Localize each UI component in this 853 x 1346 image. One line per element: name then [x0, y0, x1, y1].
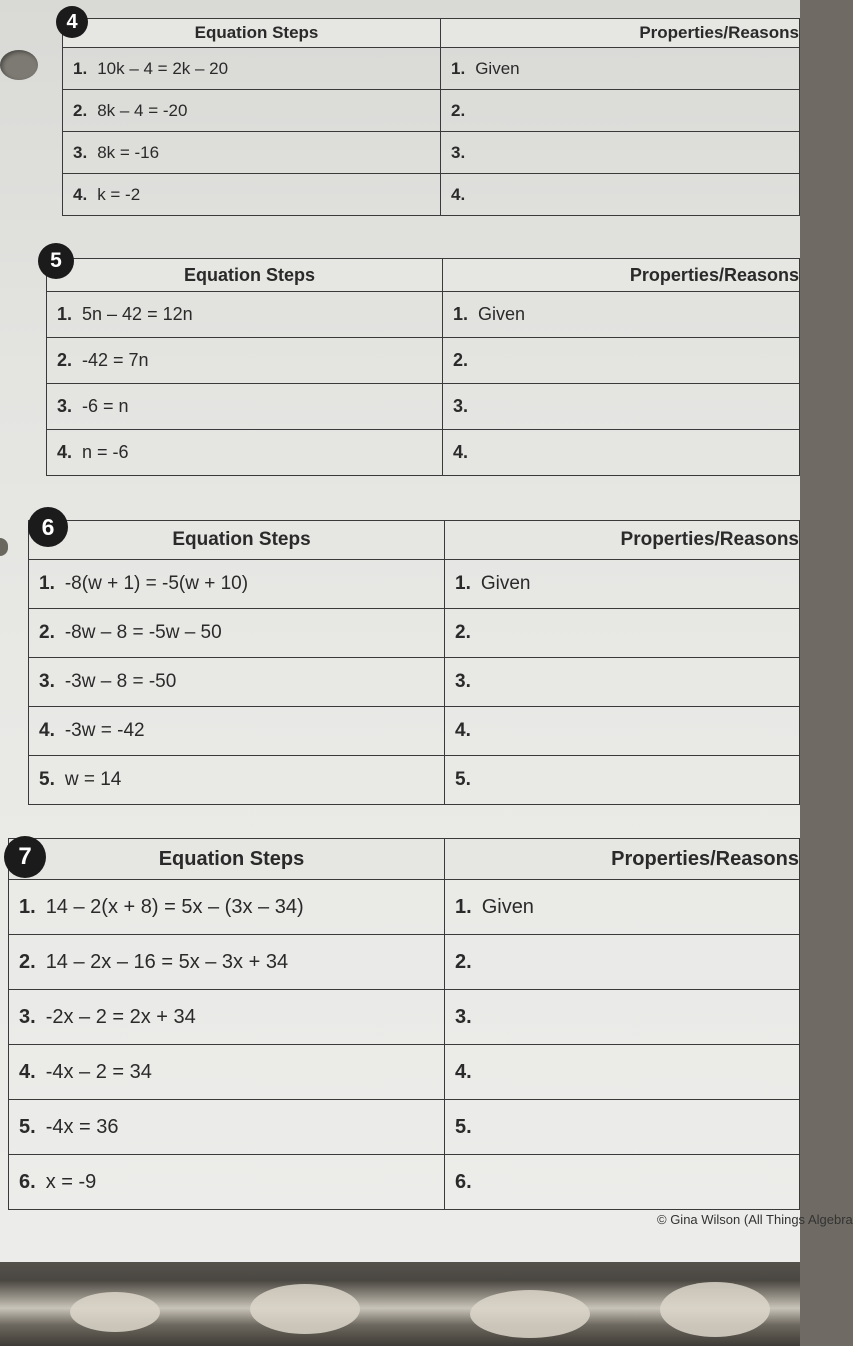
equation-text: 8k – 4 = -20 [97, 100, 188, 120]
equation-step-cell [9, 1155, 445, 1210]
reason-cell[interactable] [445, 658, 800, 707]
equation-text: 5n – 42 = 12n [82, 304, 193, 324]
equation-step-cell [29, 707, 445, 756]
reason-number: 4. [453, 442, 469, 462]
reason-number: 1. [451, 58, 466, 78]
step-number: 2. [73, 100, 88, 120]
table-row [47, 430, 800, 476]
problem-number-badge: 6 [28, 507, 68, 547]
fabric-background [0, 1262, 800, 1346]
equation-step-cell [9, 935, 445, 990]
properties-reasons-header: Properties/Reasons [443, 259, 800, 292]
equation-steps-header: Equation Steps [29, 521, 445, 560]
reason-text: Given [480, 573, 531, 594]
equation-text: n = -6 [82, 442, 129, 462]
table-row [9, 935, 800, 990]
properties-reasons-header: Properties/Reasons [441, 19, 800, 48]
problem-4-table [62, 18, 800, 216]
binder-hole [0, 50, 38, 80]
reason-number: 3. [455, 671, 471, 692]
problem-5-table [46, 258, 800, 476]
step-number: 5. [39, 769, 55, 790]
equation-step-cell [63, 90, 441, 132]
step-number: 4. [57, 442, 73, 462]
reason-cell[interactable] [443, 292, 800, 338]
equation-step-cell [9, 990, 445, 1045]
reason-cell[interactable] [441, 174, 800, 216]
table-row [29, 560, 800, 609]
table-header-row [47, 259, 800, 292]
problem-6-table-container [28, 520, 800, 805]
reason-cell[interactable] [445, 707, 800, 756]
step-number: 1. [39, 573, 55, 594]
equation-text: -8(w + 1) = -5(w + 10) [64, 573, 249, 594]
step-number: 1. [73, 58, 88, 78]
problem-6-table [28, 520, 800, 805]
reason-cell[interactable] [443, 430, 800, 476]
table-row [29, 707, 800, 756]
fabric-pattern-spot [660, 1282, 770, 1337]
equation-step-cell [47, 384, 443, 430]
step-number: 6. [19, 1170, 36, 1193]
problem-5-table-container [46, 258, 800, 476]
equation-text: -4x = 36 [45, 1115, 119, 1138]
reason-number: 2. [455, 950, 472, 973]
equation-text: -3w – 8 = -50 [64, 671, 177, 692]
step-number: 3. [73, 142, 88, 162]
equation-step-cell [47, 338, 443, 384]
step-number: 2. [19, 950, 36, 973]
step-number: 4. [39, 720, 55, 741]
table-row [47, 384, 800, 430]
fabric-pattern-spot [470, 1290, 590, 1338]
table-row [9, 990, 800, 1045]
equation-text: -42 = 7n [82, 350, 149, 370]
step-number: 4. [73, 184, 88, 204]
reason-cell[interactable] [441, 90, 800, 132]
reason-cell[interactable] [445, 880, 800, 935]
table-header-row [63, 19, 800, 48]
table-row [63, 132, 800, 174]
table-row [9, 880, 800, 935]
step-number: 3. [19, 1005, 36, 1028]
table-row [47, 338, 800, 384]
table-row [9, 1155, 800, 1210]
step-number: 2. [57, 350, 73, 370]
reason-number: 4. [455, 1060, 472, 1083]
reason-number: 2. [453, 350, 469, 370]
equation-text: 8k = -16 [97, 142, 160, 162]
table-row [63, 174, 800, 216]
problem-7-table-container [8, 838, 800, 1210]
equation-step-cell [9, 1045, 445, 1100]
reason-cell[interactable] [445, 609, 800, 658]
table-row [29, 658, 800, 707]
step-number: 4. [19, 1060, 36, 1083]
properties-reasons-header: Properties/Reasons [445, 839, 800, 880]
step-number: 5. [19, 1115, 36, 1138]
reason-number: 3. [455, 1005, 472, 1028]
reason-number: 4. [451, 184, 466, 204]
reason-number: 6. [455, 1170, 472, 1193]
reason-number: 1. [453, 304, 469, 324]
equation-text: -2x – 2 = 2x + 34 [45, 1005, 196, 1028]
reason-number: 2. [455, 622, 471, 643]
table-row [9, 1100, 800, 1155]
reason-cell[interactable] [445, 935, 800, 990]
table-header-row [29, 521, 800, 560]
step-number: 2. [39, 622, 55, 643]
equation-text: -6 = n [82, 396, 129, 416]
equation-text: 14 – 2(x + 8) = 5x – (3x – 34) [45, 895, 304, 918]
properties-reasons-header: Properties/Reasons [445, 521, 800, 560]
reason-text: Given [478, 304, 526, 324]
reason-text: Given [481, 895, 534, 918]
equation-step-cell [29, 658, 445, 707]
reason-cell[interactable] [441, 48, 800, 90]
equation-text: 10k – 4 = 2k – 20 [97, 58, 229, 78]
step-number: 3. [57, 396, 73, 416]
equation-text: -4x – 2 = 34 [45, 1060, 152, 1083]
table-row [29, 756, 800, 805]
equation-step-cell [63, 48, 441, 90]
step-number: 1. [19, 895, 36, 918]
equation-step-cell [63, 174, 441, 216]
reason-cell[interactable] [443, 338, 800, 384]
reason-number: 5. [455, 769, 471, 790]
problem-number-badge: 7 [4, 836, 46, 878]
fabric-pattern-spot [250, 1284, 360, 1334]
equation-step-cell [9, 1100, 445, 1155]
problem-number-badge: 5 [38, 243, 74, 279]
problem-number-badge: 4 [56, 6, 88, 38]
reason-number: 1. [455, 573, 471, 594]
equation-step-cell [47, 430, 443, 476]
reason-cell[interactable] [445, 1045, 800, 1100]
equation-text: 14 – 2x – 16 = 5x – 3x + 34 [45, 950, 289, 973]
reason-cell[interactable] [445, 1155, 800, 1210]
reason-text: Given [475, 58, 520, 78]
equation-step-cell [29, 609, 445, 658]
equation-step-cell [29, 756, 445, 805]
binder-hole [0, 538, 8, 556]
table-row [47, 292, 800, 338]
equation-steps-header: Equation Steps [9, 839, 445, 880]
fabric-pattern-spot [70, 1292, 160, 1332]
table-row [63, 90, 800, 132]
equation-text: w = 14 [64, 769, 122, 790]
equation-step-cell [47, 292, 443, 338]
step-number: 3. [39, 671, 55, 692]
copyright-notice: © Gina Wilson (All Things Algebra [657, 1212, 853, 1227]
reason-cell[interactable] [445, 560, 800, 609]
table-row [63, 48, 800, 90]
equation-text: -8w – 8 = -5w – 50 [64, 622, 222, 643]
reason-cell[interactable] [445, 990, 800, 1045]
reason-cell[interactable] [441, 132, 800, 174]
reason-number: 5. [455, 1115, 472, 1138]
reason-number: 1. [455, 895, 472, 918]
equation-text: k = -2 [97, 184, 141, 204]
table-row [9, 1045, 800, 1100]
step-number: 1. [57, 304, 73, 324]
table-header-row [9, 839, 800, 880]
equation-steps-header: Equation Steps [63, 19, 441, 48]
reason-cell[interactable] [445, 756, 800, 805]
reason-cell[interactable] [445, 1100, 800, 1155]
equation-text: -3w = -42 [64, 720, 145, 741]
problem-4-table-container [62, 18, 800, 216]
equation-step-cell [9, 880, 445, 935]
reason-number: 3. [451, 142, 466, 162]
reason-cell[interactable] [443, 384, 800, 430]
equation-step-cell [63, 132, 441, 174]
equation-steps-header: Equation Steps [47, 259, 443, 292]
problem-7-table [8, 838, 800, 1210]
equation-step-cell [29, 560, 445, 609]
table-row [29, 609, 800, 658]
reason-number: 2. [451, 100, 466, 120]
reason-number: 4. [455, 720, 471, 741]
reason-number: 3. [453, 396, 469, 416]
equation-text: x = -9 [45, 1170, 97, 1193]
